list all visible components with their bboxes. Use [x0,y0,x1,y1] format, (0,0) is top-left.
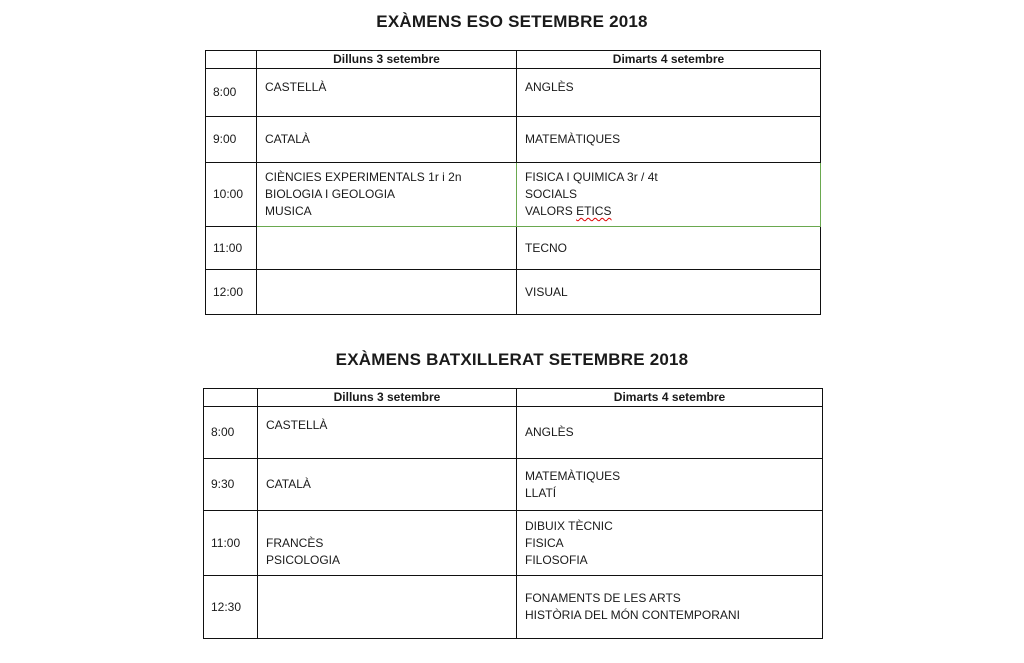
exam-subject: DIBUIX TÈCNIC [525,518,613,533]
table-row [206,270,821,315]
table-row [206,117,821,163]
exam-subject: TECNO [525,240,567,255]
table-row [204,459,823,511]
exam-subject: ANGLÈS [525,425,574,439]
tuesday-exam-cell [517,511,823,576]
exam-subject: FRANCÈS [266,536,324,550]
exam-subject: CASTELLÀ [265,80,327,94]
time-cell: 10:00 [206,163,257,227]
table-row [206,69,821,117]
exam-subject: MATEMÀTIQUES [525,132,621,146]
exam-subject: CASTELLÀ [266,418,328,432]
tuesday-exam-cell [517,163,821,227]
exam-subject: MATEMÀTIQUES [525,468,621,483]
monday-exam-cell [258,459,517,511]
time-cell: 12:30 [204,576,258,639]
tuesday-exam-cell [517,459,823,511]
batxillerat-title: EXÀMENS BATXILLERAT SETEMBRE 2018 [335,350,689,369]
exam-subject: ANGLÈS [525,80,574,94]
exam-subject: CIÈNCIES EXPERIMENTALS 1r i 2n [265,170,462,184]
table-row [206,227,821,270]
table-row [206,163,821,227]
monday-exam-cell [257,69,517,117]
exam-subject: CATALÀ [265,132,310,146]
table-row [204,407,823,459]
exam-subject: MUSICA [265,204,312,218]
exam-subject: FILOSOFIA [525,552,588,567]
tuesday-exam-cell [517,227,821,270]
monday-exam-cell [258,511,517,576]
tuesday-exam-cell [517,69,821,117]
monday-exam-cell [258,576,517,639]
eso-title: EXÀMENS ESO SETEMBRE 2018 [376,12,648,31]
batxillerat-exam-table [203,388,823,639]
time-cell: 8:00 [206,69,257,117]
time-cell: 12:00 [206,270,257,315]
time-cell: 9:30 [204,459,258,511]
table-row [204,576,823,639]
exam-subject: SOCIALS [525,187,578,201]
monday-exam-cell [257,163,517,227]
exam-subject: VISUAL [525,284,568,299]
monday-exam-cell [257,270,517,315]
exam-subject: LLATÍ [525,485,557,500]
monday-exam-cell [257,117,517,163]
exam-subject: BIOLOGIA I GEOLOGIA [265,187,396,201]
time-cell: 9:00 [206,117,257,163]
time-cell: 11:00 [206,227,257,270]
exam-subject: FONAMENTS DE LES ARTS [525,591,681,605]
tuesday-exam-cell [517,407,823,459]
exam-subject: CATALÀ [266,477,311,491]
time-cell: 11:00 [204,511,258,576]
monday-header: Dilluns 3 setembre [258,389,517,407]
monday-exam-cell [258,407,517,459]
time-header [206,51,257,69]
exam-subject: PSICOLOGIA [266,553,341,567]
exam-subject: FISICA [525,535,564,550]
monday-exam-cell [257,227,517,270]
tuesday-exam-cell [517,270,821,315]
tuesday-header: Dimarts 4 setembre [517,389,823,407]
exam-subject: FISICA I QUIMICA 3r / 4t [525,170,658,184]
exam-subject: VALORS ETICS [525,204,612,218]
spellcheck-mark: ETICS [576,204,612,218]
time-cell: 8:00 [204,407,258,459]
tuesday-exam-cell [517,576,823,639]
header-row [204,389,823,407]
header-row [206,51,821,69]
tuesday-exam-cell [517,117,821,163]
monday-header: Dilluns 3 setembre [257,51,517,69]
tuesday-header: Dimarts 4 setembre [517,51,821,69]
table-row [204,511,823,576]
eso-exam-table [205,50,821,315]
time-header [204,389,258,407]
exam-subject: HISTÒRIA DEL MÓN CONTEMPORANI [525,608,740,622]
